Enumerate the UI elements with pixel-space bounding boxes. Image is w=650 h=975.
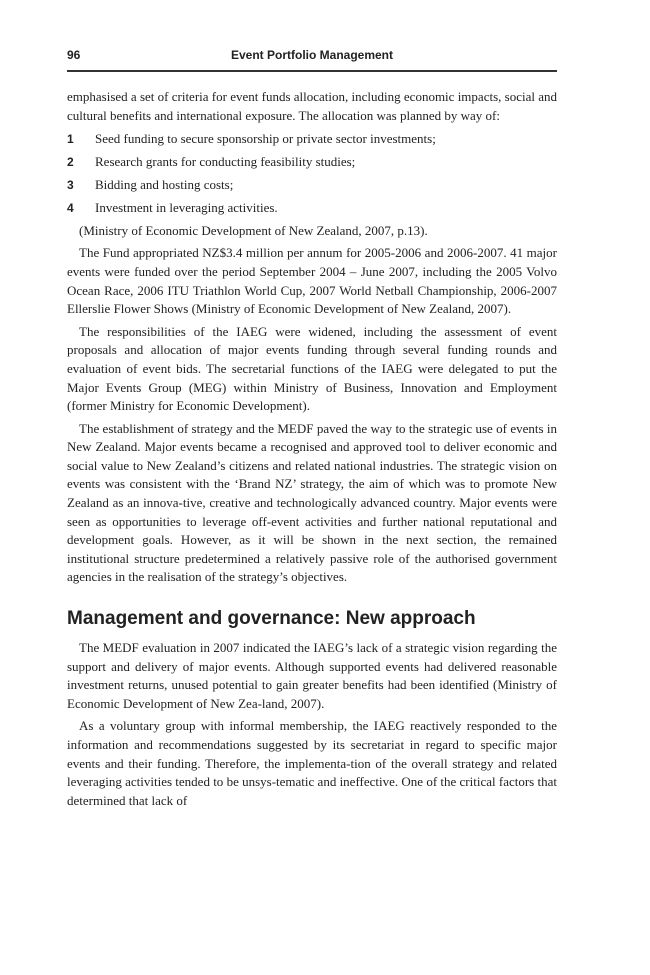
list-text: Research grants for conducting feasibility studies; xyxy=(95,154,356,170)
paragraph: The responsibilities of the IAEG were widened, including the assessment of event proposals and allocation of major events funding through several funding rounds and evaluation of event bids. The secretarial functions of the IAEG were delegated to put the Major Events Group (MEG) within Ministry of Business, Innovation and Employment (former Ministry for Economic Development). xyxy=(67,323,557,414)
list-item xyxy=(67,153,557,172)
running-header xyxy=(67,46,557,70)
list-item xyxy=(67,130,557,149)
page-number: 96 xyxy=(67,48,81,62)
list-number: 3 xyxy=(67,177,74,192)
paragraph: As a voluntary group with informal membership, the IAEG reactively responded to the information and recommendations suggested by its secretariat in regard to specific major events and their funding. Therefore, the implementa-tion of the overall strategy and related leveraging activities tended to be unsys-tematic and ineffective. One of the critical factors that determined that lack of xyxy=(67,718,557,808)
list-number: 1 xyxy=(67,132,74,147)
body-text xyxy=(67,88,557,810)
paragraph: The Fund appropriated NZ$3.4 million per annum for 2005-2006 and 2006-2007. 41 major events were funded over the period September 2004 – June 2007, including the 2005 Volvo Ocean Race, 2006 ITU Triathlon World Cup, 2007 World Netball Championship, 2006-2007 Ellerslie Flower Shows (Ministry of Economic Development of New Zealand, 2007). xyxy=(67,245,557,317)
allocation-list xyxy=(67,130,557,217)
list-item xyxy=(67,199,557,218)
intro-paragraph: emphasised a set of criteria for event funds allocation, including economic impacts, social and cultural benefits and international exposure. The allocation was planned by way of: xyxy=(67,89,557,123)
list-number: 2 xyxy=(67,155,74,170)
paragraph: The MEDF evaluation in 2007 indicated the IAEG’s lack of a strategic vision regarding the support and delivery of major events. Although supported events had delivered reasonable investment returns, unused potential to gain greater benefits had been identified (Ministry of Economic Development of New Zea-land, 2007). xyxy=(67,640,557,711)
list-text: Investment in leveraging activities. xyxy=(95,199,278,215)
header-rule xyxy=(67,70,557,72)
list-citation: (Ministry of Economic Development of New Zealand, 2007, p.13). xyxy=(79,222,428,238)
section-heading: Management and governance: New approach xyxy=(67,608,476,630)
list-text: Seed funding to secure sponsorship or private sector investments; xyxy=(95,131,436,147)
list-number: 4 xyxy=(67,200,74,215)
paragraph: The establishment of strategy and the MEDF paved the way to the strategic use of events in New Zealand. Major events became a recognised and approved tool to deliver economic and social value to New Zealand’s citizens and related national industries. The strategic vision on events was consistent with the ‘Brand NZ’ strategy, the aim of which was to promote New Zealand as an innova-tive, creative and technologically advanced country. Major events were seen as opportunities to leverage off-event activities and further national reputational and development goals. However, as it will be shown in the next section, the remained institutional structure predetermined a relatively passive role of the authorised government agencies in the realisation of the strategy’s objectives. xyxy=(67,420,557,585)
running-title: Event Portfolio Management xyxy=(230,48,394,62)
list-text: Bidding and hosting costs; xyxy=(95,176,234,192)
list-item xyxy=(67,176,557,195)
